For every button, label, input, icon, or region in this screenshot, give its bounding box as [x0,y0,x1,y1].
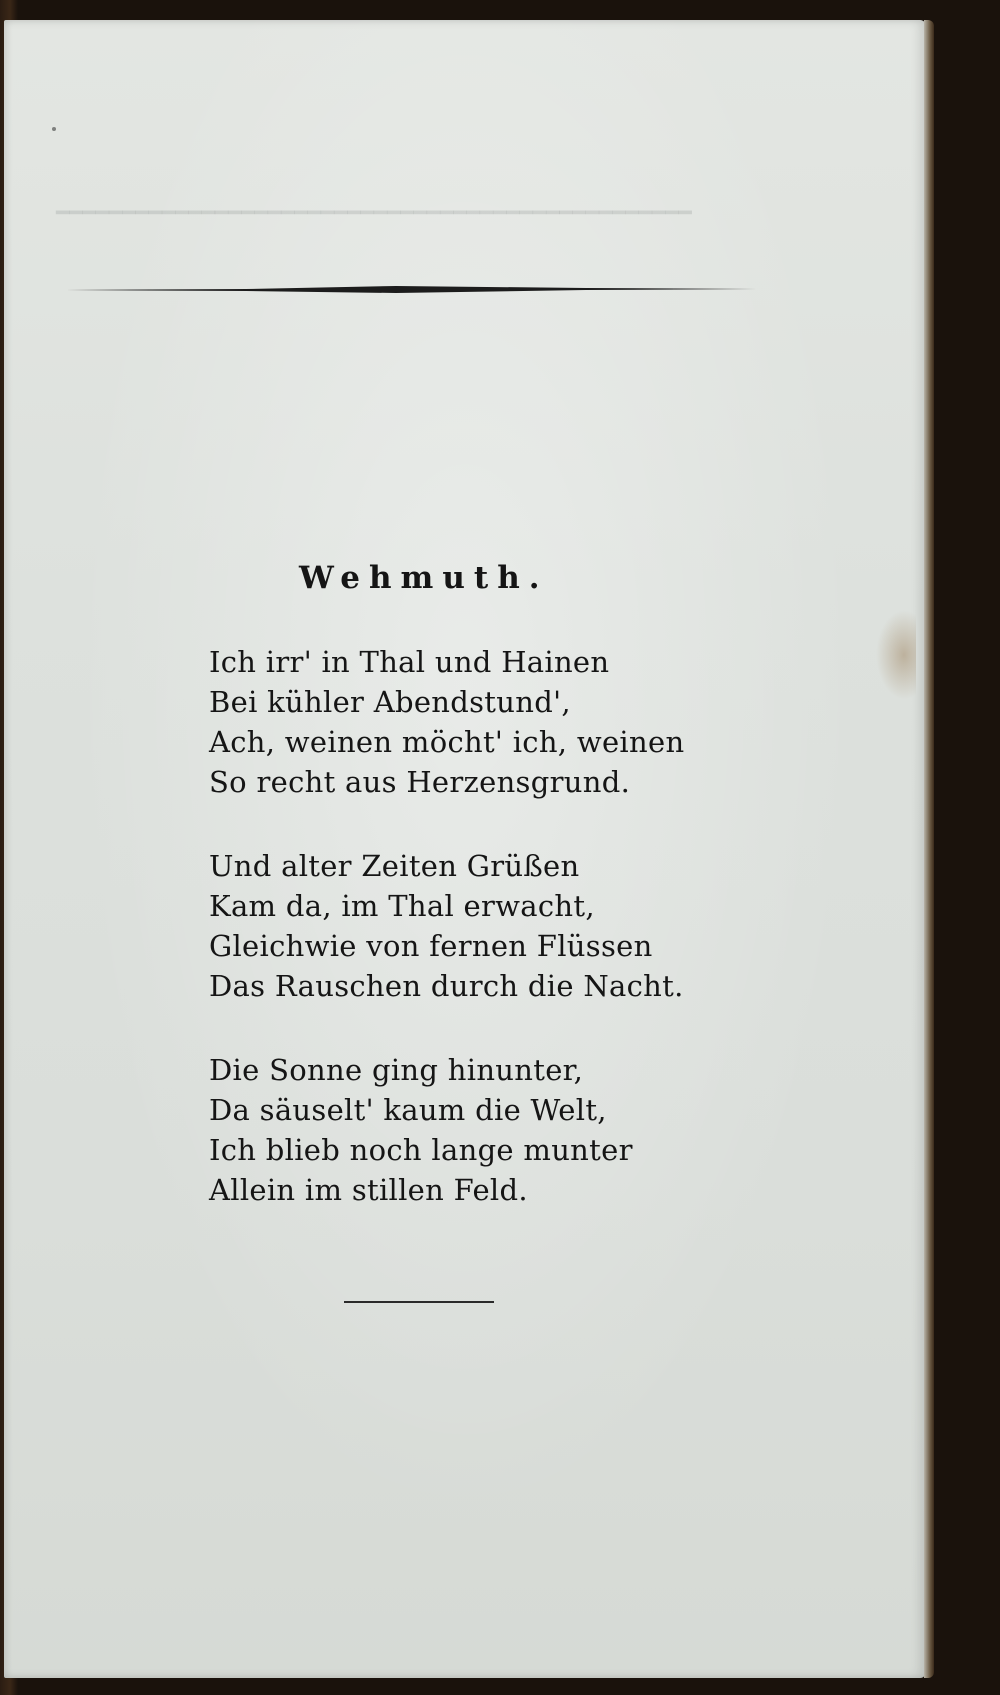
verse-line: Ach, weinen möcht' ich, weinen [209,725,685,759]
verse-line: Da säuselt' kaum die Welt, [209,1093,607,1127]
paper-page [4,20,926,1678]
verse-line: Gleichwie von fernen Flüssen [209,929,653,963]
verse-line: Allein im stillen Feld. [209,1173,528,1207]
verse-line: Kam da, im Thal erwacht, [209,889,595,923]
verse-line: So recht aus Herzensgrund. [209,765,631,799]
ink-speck [52,127,56,131]
header-rule [66,286,756,292]
verse-line: Das Rauschen durch die Nacht. [209,969,684,1003]
show-through-texture: ━━━━━━━━━━━━━━━━━━━━━━━━━━━━━━━━━━━━━━━━━━━━━━━━ [56,201,692,226]
stanza-3 [209,1050,729,1210]
verse-line: Bei kühler Abendstund', [209,685,571,719]
verse-line: Ich irr' in Thal und Hainen [209,645,610,679]
verse-line: Die Sonne ging hinunter, [209,1053,584,1087]
verse-line: Ich blieb noch lange munter [209,1133,633,1167]
closing-rule [344,1301,494,1303]
stanza-1 [209,642,729,802]
verse-line: Und alter Zeiten Grüßen [209,849,580,883]
header-rule-graphic [66,286,756,294]
page-edge [924,20,934,1678]
paper-stain [876,610,916,700]
poem-title: Wehmuth. [299,560,549,596]
stanza-2 [209,846,729,1006]
